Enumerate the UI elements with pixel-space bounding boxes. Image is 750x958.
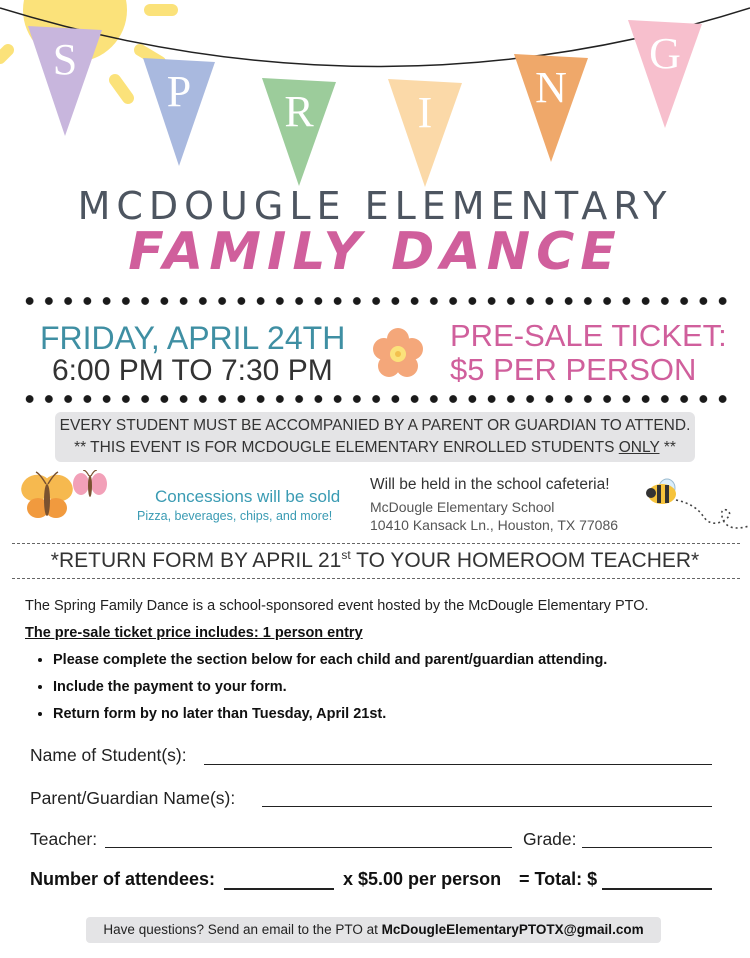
- total-label: = Total: $: [519, 869, 598, 889]
- parent-name-field[interactable]: [262, 806, 712, 807]
- attendees-field[interactable]: [224, 888, 334, 890]
- concessions-items: Pizza, beverages, chips, and more!: [137, 509, 333, 523]
- pennant-letter: G: [649, 29, 681, 78]
- student-name-label: Name of Student(s):: [30, 745, 187, 765]
- spring-banner: [0, 0, 750, 190]
- pennant-letter: N: [535, 63, 567, 112]
- butterfly-icon: [18, 470, 76, 526]
- dot-divider: [20, 394, 732, 404]
- dashed-divider: [12, 578, 740, 579]
- pennant-p: [143, 58, 215, 166]
- school-name: MCDOUGLE ELEMENTARY: [77, 184, 673, 228]
- event-title: FAMILY DANCE: [128, 222, 622, 282]
- notice-box: [55, 412, 695, 462]
- attendees-label: Number of attendees:: [30, 869, 216, 889]
- intro-text: The Spring Family Dance is a school-sponsored event hosted by the McDougle Elementary PTO.: [25, 598, 649, 614]
- list-item: • Include the payment to your form.: [53, 679, 607, 706]
- pennant-letter: P: [166, 67, 192, 116]
- only-emphasis: ONLY: [618, 439, 660, 456]
- notice-line-1: EVERY STUDENT MUST BE ACCOMPANIED BY A PARENT OR GUARDIAN TO ATTEND.: [59, 417, 691, 434]
- list-item: • Return form by no later than Tuesday, April 21st.: [53, 706, 607, 733]
- pennant-n: [514, 54, 588, 162]
- location-address: 10410 Kansack Ln., Houston, TX 77086: [370, 517, 619, 533]
- concessions-title: Concessions will be sold: [155, 487, 341, 506]
- pto-email-link[interactable]: McDougleElementaryPTOTX@gmail.com: [381, 922, 644, 937]
- presale-price: $5 PER PERSON: [450, 352, 697, 387]
- ticket-includes: The pre-sale ticket price includes: 1 person entry: [25, 625, 363, 641]
- location-note: Will be held in the school cafeteria!: [370, 476, 610, 493]
- pennant-i: [388, 79, 462, 187]
- pennant-r: [262, 78, 336, 186]
- teacher-field[interactable]: [105, 847, 512, 848]
- student-name-field[interactable]: [204, 764, 712, 765]
- flower-icon: [370, 326, 426, 382]
- bee-icon: [645, 474, 750, 536]
- location-name: McDougle Elementary School: [370, 499, 555, 515]
- event-time: 6:00 PM TO 7:30 PM: [52, 354, 333, 387]
- price-each: x $5.00 per person: [343, 869, 502, 889]
- parent-name-label: Parent/Guardian Name(s):: [30, 788, 236, 808]
- dashed-divider: [12, 543, 740, 544]
- dot-divider: [20, 296, 732, 306]
- teacher-label: Teacher:: [30, 829, 98, 849]
- grade-field[interactable]: [582, 847, 712, 848]
- pennant-g: [628, 20, 702, 128]
- return-deadline-banner: *RETURN FORM BY APRIL 21st TO YOUR HOMEROOM TEACHER*: [50, 548, 700, 572]
- butterfly-icon: [72, 470, 108, 502]
- total-field[interactable]: [602, 888, 712, 890]
- list-item: • Please complete the section below for each child and parent/guardian attending.: [53, 652, 607, 679]
- instructions-list: [30, 652, 607, 733]
- contact-box: Have questions? Send an email to the PTO at McDougleElementaryPTOTX@gmail.com: [86, 917, 661, 943]
- event-date: FRIDAY, APRIL 24TH: [40, 320, 346, 356]
- grade-label: Grade:: [523, 829, 577, 849]
- pennant-letter: R: [284, 87, 314, 136]
- pennant-letter: I: [417, 88, 433, 137]
- presale-label: PRE-SALE TICKET:: [450, 318, 727, 353]
- pennant-s: [28, 26, 102, 136]
- pennant-letter: S: [52, 35, 78, 84]
- notice-line-2: ** THIS EVENT IS FOR MCDOUGLE ELEMENTARY ENROLLED STUDENTS ONLY **: [74, 439, 676, 456]
